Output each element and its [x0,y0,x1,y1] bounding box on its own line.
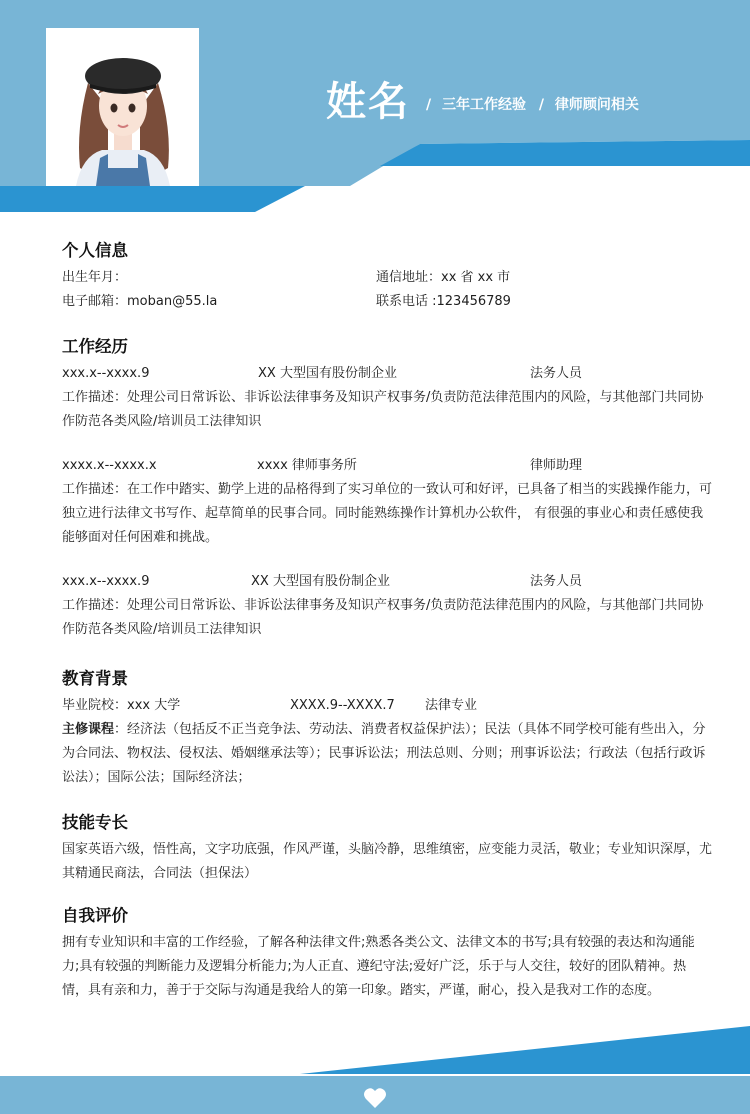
job-entry [62,362,712,434]
courses [62,718,712,790]
subtitle-separator: / [426,97,432,113]
job-period: xxx.x--xxxx.9 [62,366,150,381]
self-evaluation-text: 拥有专业知识和丰富的工作经验，了解各种法律文件;熟悉各类公文、法律文本的书写;具有较强的表达和沟通能力;具有较强的判断能力及逻辑分析能力;为人正直、遵纪守法;爱好广泛，乐于与人交往，较好的团队精神。热情，具有亲和力，善于于交际与沟通是我给人的第一印象。踏实，严谨，耐心，投入是我对工作的态度。 [62,935,695,998]
section-title: 个人信息 [62,241,128,260]
job-header [62,570,712,594]
email: 电子邮箱：moban@55.la [62,294,218,309]
subtitle-experience: 三年工作经验 [442,97,526,113]
info-row [62,266,712,290]
section-title: 工作经历 [62,337,128,356]
courses-label: 主修课程 [62,722,115,737]
job-company: XX 大型国有股份制企业 [258,366,397,381]
job-role: 律师助理 [530,458,583,473]
job-description: 工作描述：在工作中踏实、勤学上进的品格得到了实习单位的一致认可和好评，已具备了相当的实践操作能力，可独立进行法律文书写作、起草简单的民事合同。同时能熟练操作计算机办公软件， 有很强的事业心和责任感使我能够面对任何困难和挑战。 [62,482,713,545]
resume-subtitle [426,94,639,114]
resume-name: 姓名 [326,79,410,125]
job-header [62,454,712,478]
address: 通信地址：xx 省 xx 市 [376,270,511,285]
section-title: 自我评价 [62,906,128,925]
subtitle-separator: / [538,97,544,113]
job-entry [62,454,712,550]
job-role: 法务人员 [530,366,583,381]
info-row [62,290,712,314]
avatar-icon [46,28,199,186]
profile-photo [46,28,199,186]
birth-date: 出生年月： [62,270,128,285]
subtitle-field: 律师顾问相关 [554,97,639,113]
courses-text: ：经济法（包括反不正当竞争法、劳动法、消费者权益保护法）；民法（具体不同学校可能有些出入，分为合同法、物权法、侵权法、婚姻继承法等）；民事诉讼法；刑法总则、分则；刑事诉讼法；行政法（包括行政诉讼法）；国际公法；国际经济法； [62,722,706,785]
job-description: 工作描述：处理公司日常诉讼、非诉讼法律事务及知识产权事务/负责防范法律范围内的风险，与其他部门共同协作防范各类风险/培训员工法律知识 [62,598,704,637]
self-evaluation-section [62,905,712,1003]
school: 毕业院校：xxx 大学 [62,698,181,713]
footer-banner [0,1020,750,1114]
personal-info-section [62,240,712,314]
education-period: XXXX.9--XXXX.7 [290,698,395,713]
section-title: 教育背景 [62,669,128,688]
job-header [62,362,712,386]
education-row [62,694,712,718]
phone: 联系电话 :123456789 [376,294,511,309]
job-company: xxxx 律师事务所 [257,458,357,473]
job-entry [62,570,712,642]
job-period: xxx.x--xxxx.9 [62,574,150,589]
job-company: XX 大型国有股份制企业 [251,574,390,589]
job-description: 工作描述：处理公司日常诉讼、非诉讼法律事务及知识产权事务/负责防范法律范围内的风险，与其他部门共同协作防范各类风险/培训员工法律知识 [62,390,704,429]
skills-section [62,812,712,886]
skills-text: 国家英语六级，悟性高，文字功底强，作风严谨，头脑冷静，思维缜密，应变能力灵活，敬业；专业知识深厚，尤其精通民商法，合同法（担保法） [62,842,713,881]
major: 法律专业 [425,698,478,713]
work-experience-section [62,336,712,642]
job-period: xxxx.x--xxxx.x [62,458,157,473]
education-section [62,668,712,790]
section-title: 技能专长 [62,813,128,832]
job-role: 法务人员 [530,574,583,589]
